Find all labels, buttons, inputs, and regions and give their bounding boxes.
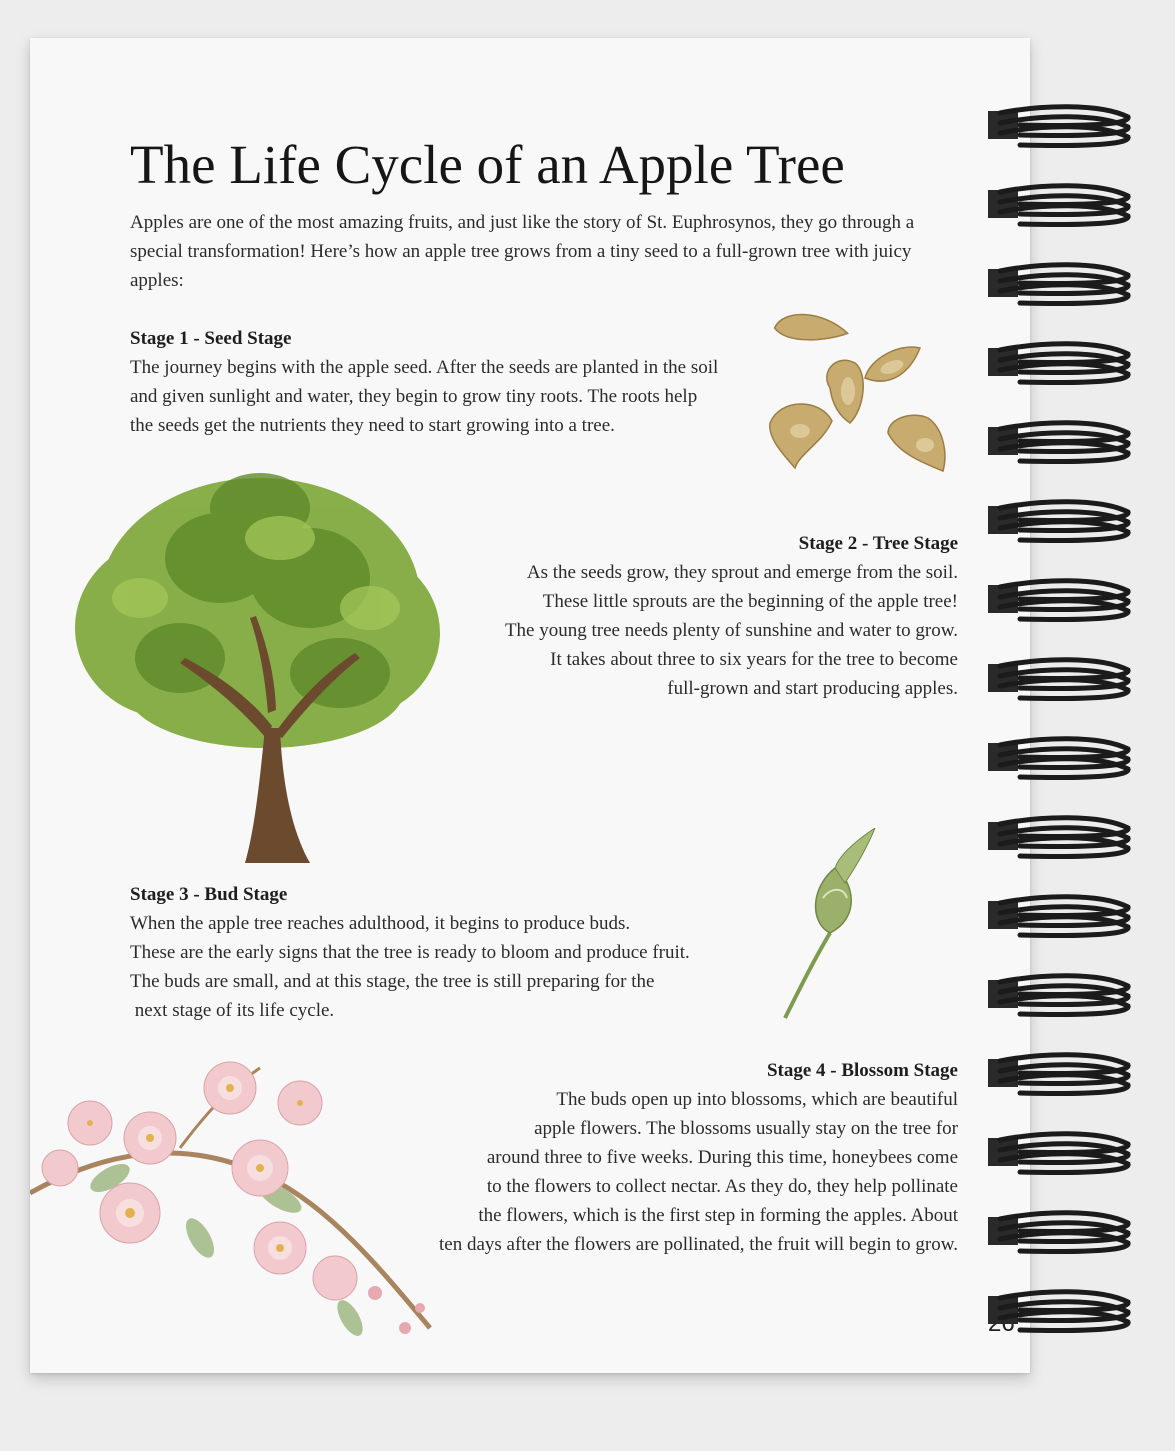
stage-2-line: full-grown and start producing apples.	[667, 678, 958, 699]
stage-4-heading: Stage 4 - Blossom Stage	[766, 1060, 958, 1081]
spiral-coil	[988, 1134, 1128, 1173]
stage-4-line: ten days after the flowers are pollinated, the fruit will begin to grow.	[439, 1234, 958, 1255]
stage-2-line: It takes about three to six years for the tree to become	[550, 649, 958, 670]
apple-seeds-illustration	[760, 303, 965, 483]
spiral-coil	[988, 344, 1128, 383]
spiral-coil	[988, 897, 1128, 936]
stage-3-heading: Stage 3 - Bud Stage	[130, 884, 288, 905]
spiral-coil	[988, 660, 1128, 699]
flower-bud-illustration	[775, 828, 885, 1023]
stage-4-line: around three to five weeks. During this time, honeybees come	[486, 1147, 958, 1168]
spiral-coil	[988, 818, 1128, 857]
page-title: The Life Cycle of an Apple Tree	[130, 134, 845, 195]
spiral-coil	[988, 423, 1128, 462]
spiral-coil	[988, 107, 1128, 146]
stage-1-line: and given sunlight and water, they begin to grow tiny roots. The roots help	[130, 386, 698, 407]
notebook-page	[30, 38, 1030, 1373]
apple-tree-illustration	[70, 448, 460, 863]
stage-4-line: the flowers, which is the first step in forming the apples. About	[478, 1205, 958, 1226]
stage-3-line: When the apple tree reaches adulthood, it begins to produce buds.	[130, 913, 631, 934]
spiral-coil	[988, 1055, 1128, 1094]
stage-4-section	[370, 1056, 958, 1259]
spiral-coil	[988, 976, 1128, 1015]
stage-4-line: to the flowers to collect nectar. As they do, they help pollinate	[486, 1176, 958, 1197]
stage-1-section	[130, 324, 810, 440]
stage-3-section	[130, 880, 770, 1025]
stage-4-line: The buds open up into blossoms, which are beautiful	[556, 1089, 958, 1110]
stage-2-line: These little sprouts are the beginning of the apple tree!	[542, 591, 958, 612]
stage-4-line: apple flowers. The blossoms usually stay on the tree for	[534, 1118, 958, 1139]
spiral-coil	[988, 739, 1128, 778]
spiral-coil	[988, 265, 1128, 304]
stage-3-line: The buds are small, and at this stage, the tree is still preparing for the	[130, 971, 655, 992]
stage-2-heading: Stage 2 - Tree Stage	[798, 533, 958, 554]
spiral-coil	[988, 502, 1128, 541]
intro-paragraph: Apples are one of the most amazing fruits, and just like the story of St. Euphrosynos, they go through a special transformation! Here’s how an apple tree grows from a tiny seed to a full-grown tree with juicy apples:	[130, 212, 915, 291]
apple-blossom-branch-illustration	[30, 1028, 440, 1358]
spiral-coil	[988, 1213, 1128, 1252]
stage-1-line: the seeds get the nutrients they need to start growing into a tree.	[130, 415, 615, 436]
spiral-coil	[988, 1292, 1128, 1331]
spiral-coil	[988, 581, 1128, 620]
stage-3-line: These are the early signs that the tree is ready to bloom and produce fruit.	[130, 942, 690, 963]
stage-1-line: The journey begins with the apple seed. After the seeds are planted in the soil	[130, 357, 719, 378]
stage-2-line: As the seeds grow, they sprout and emerge from the soil.	[526, 562, 958, 583]
stage-3-line: next stage of its life cycle.	[130, 1000, 335, 1021]
stage-2-section	[440, 529, 958, 703]
spiral-binding	[980, 95, 1140, 1335]
stage-1-heading: Stage 1 - Seed Stage	[130, 328, 292, 349]
spiral-coil	[988, 186, 1128, 225]
stage-2-line: The young tree needs plenty of sunshine and water to grow.	[504, 620, 958, 641]
